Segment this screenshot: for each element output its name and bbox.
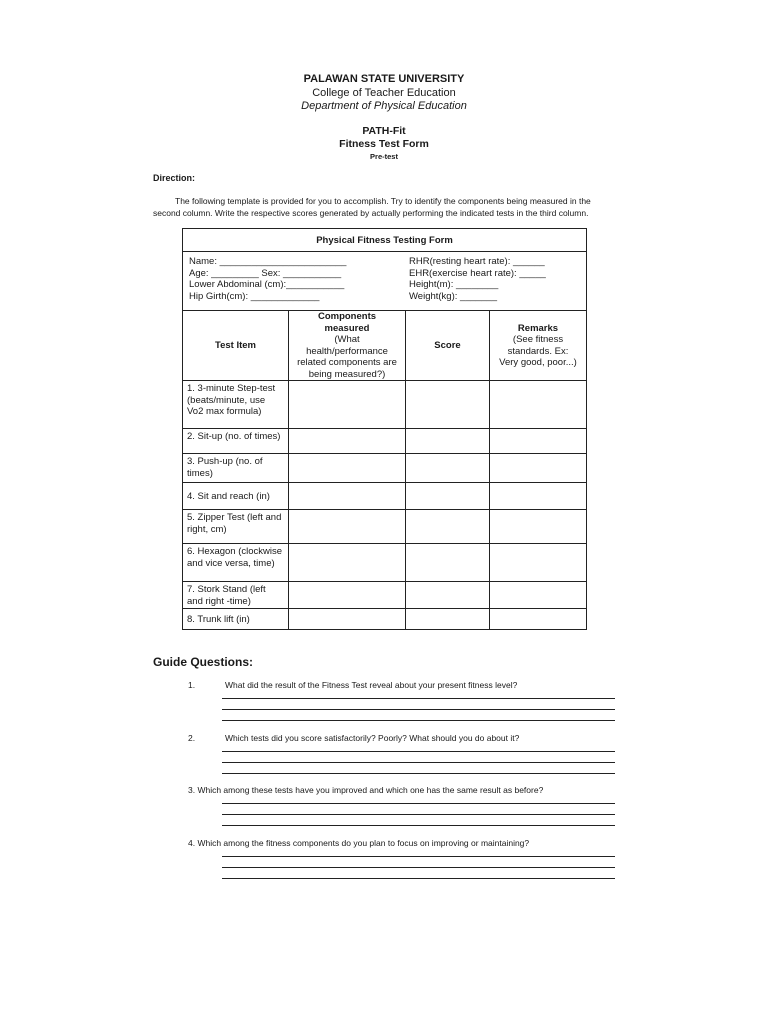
remarks-input-cell[interactable] [490,454,587,483]
table-row [183,483,587,510]
table-row [183,510,587,544]
test-type: Pre-test [370,152,398,161]
university-name: PALAWAN STATE UNIVERSITY [303,73,465,85]
test-item-cell: 1. 3-minute Step-test (beats/minute, use Vo2 max formula) [183,381,289,429]
table-title: Physical Fitness Testing Form [183,229,587,252]
test-item-cell: 6. Hexagon (clockwise and vice versa, time) [183,544,289,582]
answer-line[interactable] [222,773,615,774]
personal-info-cell [183,252,587,311]
score-input-cell[interactable] [406,544,490,582]
score-input-cell[interactable] [406,483,490,510]
table-row [183,429,587,454]
header-remarks: Remarks (See fitness standards. Ex: Very good, poor...) [490,311,587,381]
course-title: PATH-Fit [362,125,406,137]
components-input-cell[interactable] [289,582,406,609]
remarks-input-cell[interactable] [490,582,587,609]
rhr-field[interactable]: RHR(resting heart rate): ______ [409,256,545,267]
answer-line[interactable] [222,803,615,804]
table-row [183,582,587,609]
ehr-field[interactable]: EHR(exercise heart rate): _____ [409,267,546,279]
remarks-input-cell[interactable] [490,510,587,544]
answer-line[interactable] [222,698,615,699]
direction-text: The following template is provided for you to accomplish. Try to identify the components being measured in the second column. Write the respective scores generated by actually performing the indicated tests in the third column. [153,196,591,218]
answer-line[interactable] [222,709,615,710]
score-input-cell[interactable] [406,609,490,630]
hip-girth-field[interactable]: Hip Girth(cm): _____________ [189,290,320,302]
question-text: What did the result of the Fitness Test reveal about your present fitness level? [225,680,518,690]
answer-line[interactable] [222,814,615,815]
remarks-input-cell[interactable] [490,381,587,429]
remarks-input-cell[interactable] [490,544,587,582]
age-sex-field[interactable]: Age: _________ Sex: ___________ [189,267,342,279]
remarks-input-cell[interactable] [490,429,587,454]
components-input-cell[interactable] [289,483,406,510]
question-text: 4. Which among the fitness components do you plan to focus on improving or maintaining? [188,838,530,848]
header-score: Score [406,311,490,381]
table-header-row [183,311,587,381]
department-name: Department of Physical Education [301,100,467,112]
score-input-cell[interactable] [406,454,490,483]
test-item-cell: 3. Push-up (no. of times) [183,454,289,483]
components-input-cell[interactable] [289,454,406,483]
fitness-testing-table [182,228,587,630]
score-input-cell[interactable] [406,510,490,544]
personal-info-left [189,256,346,302]
personal-info-right [409,256,546,302]
components-input-cell[interactable] [289,510,406,544]
test-item-cell: 4. Sit and reach (in) [183,483,289,510]
answer-line[interactable] [222,751,615,752]
question-number: 2. [188,733,196,743]
components-input-cell[interactable] [289,429,406,454]
score-input-cell[interactable] [406,582,490,609]
table-row [183,454,587,483]
guide-questions-title: Guide Questions: [153,655,254,669]
answer-line[interactable] [222,762,615,763]
direction-label: Direction: [153,173,196,183]
table-row [183,381,587,429]
score-input-cell[interactable] [406,381,490,429]
college-name: College of Teacher Education [312,87,456,99]
question-text: 3. Which among these tests have you improved and which one has the same result as before? [188,785,544,795]
table-row [183,609,587,630]
header-components: Components measured (What health/performance related components are being measured?) [289,311,406,381]
test-item-cell: 7. Stork Stand (left and right -time) [183,582,289,609]
test-item-cell: 2. Sit-up (no. of times) [183,429,289,454]
height-field[interactable]: Height(m): ________ [409,279,499,290]
answer-line[interactable] [222,856,615,857]
test-item-cell: 8. Trunk lift (in) [183,609,289,630]
table-row [183,544,587,582]
answer-line[interactable] [222,720,615,721]
question-text: Which tests did you score satisfactorily? Poorly? What should you do about it? [225,733,520,743]
components-input-cell[interactable] [289,609,406,630]
weight-field[interactable]: Weight(kg): _______ [409,290,498,302]
header-test-item: Test Item [183,311,289,381]
test-item-cell: 5. Zipper Test (left and right, cm) [183,510,289,544]
remarks-input-cell[interactable] [490,483,587,510]
answer-line[interactable] [222,878,615,879]
components-input-cell[interactable] [289,381,406,429]
answer-line[interactable] [222,867,615,868]
name-field[interactable]: Name: ________________________ [189,256,347,267]
form-title: Fitness Test Form [339,138,429,150]
answer-line[interactable] [222,825,615,826]
components-input-cell[interactable] [289,544,406,582]
lower-abdominal-field[interactable]: Lower Abdominal (cm):___________ [189,279,345,290]
score-input-cell[interactable] [406,429,490,454]
question-number: 1. [188,680,196,690]
remarks-input-cell[interactable] [490,609,587,630]
